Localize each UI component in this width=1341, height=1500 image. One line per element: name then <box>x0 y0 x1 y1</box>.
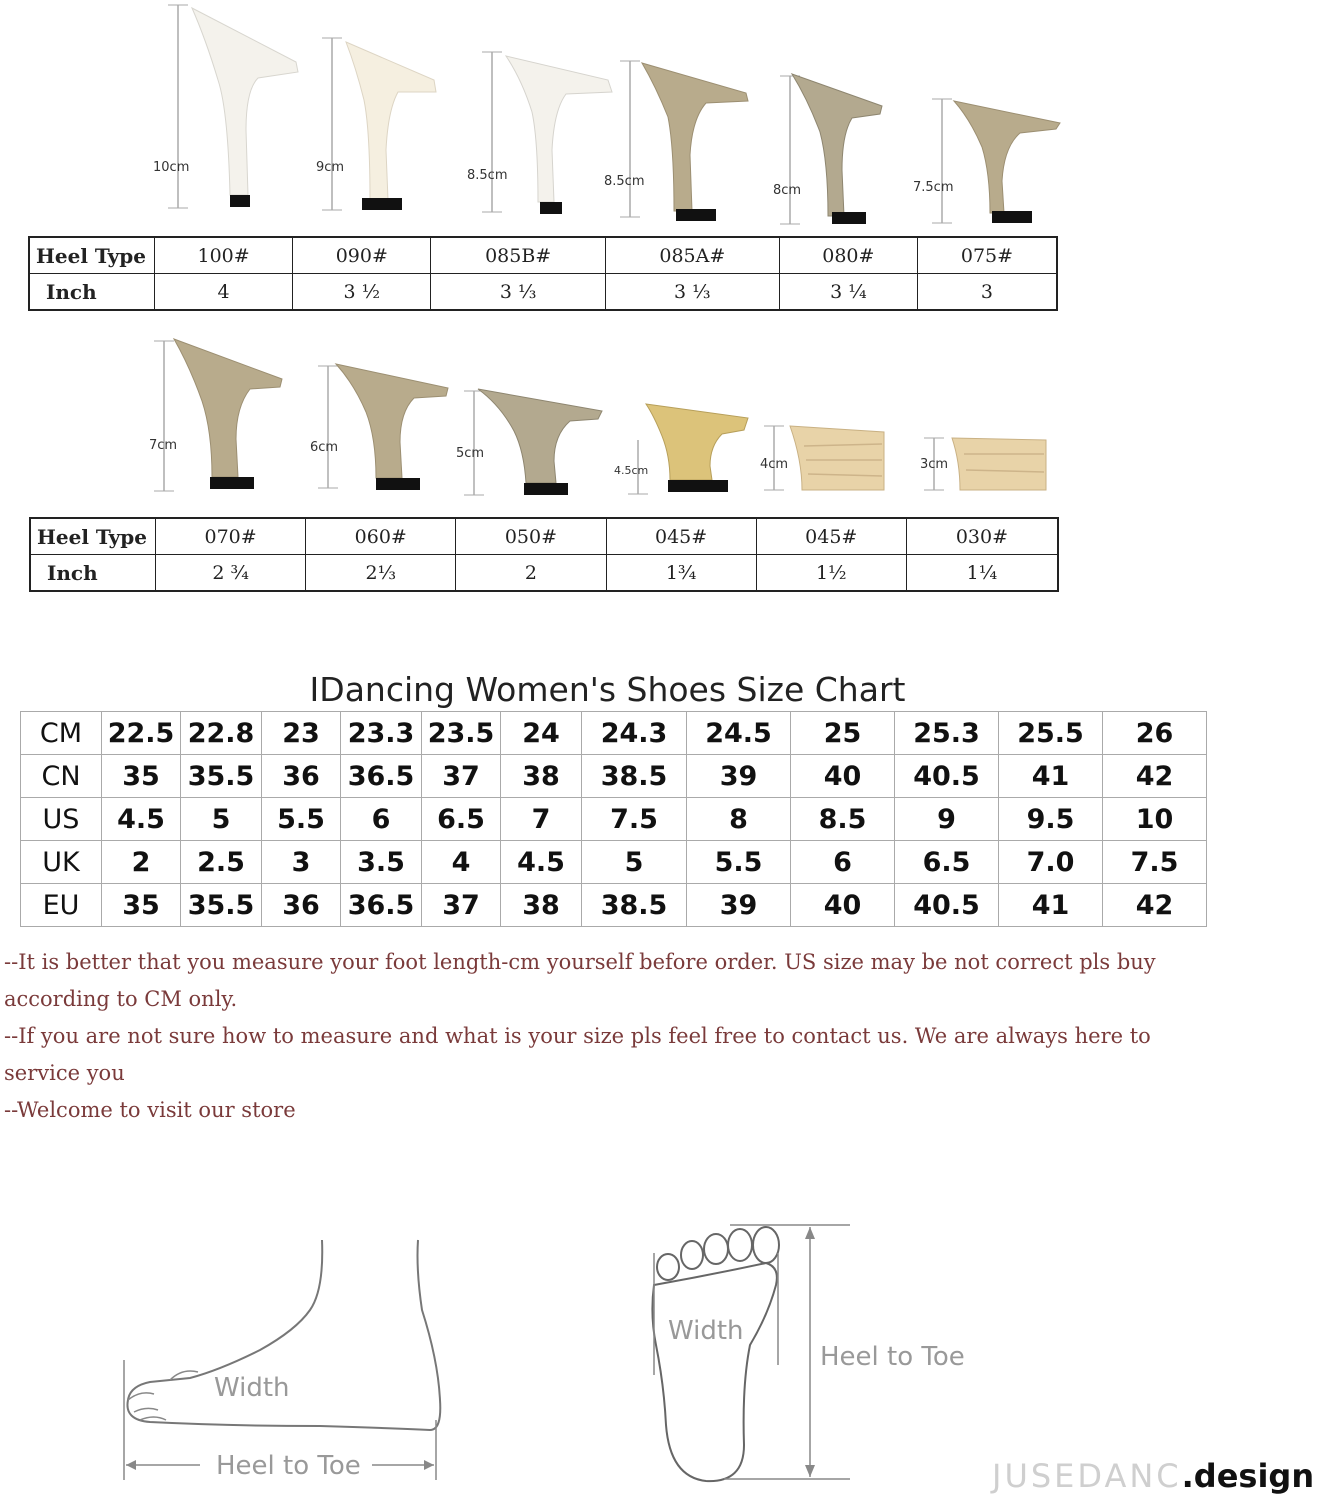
size-row-label: CM <box>21 712 102 755</box>
heel-image-060 <box>310 360 455 495</box>
size-cell: 7.0 <box>999 841 1103 884</box>
size-row-label: EU <box>21 884 102 927</box>
size-cell: 4.5 <box>501 841 582 884</box>
size-cell: 24.3 <box>582 712 687 755</box>
size-cell: 4 <box>422 841 501 884</box>
heel-height-label: 4cm <box>760 457 789 472</box>
size-cell: 24 <box>501 712 582 755</box>
size-cell: 38 <box>501 755 582 798</box>
inch-cell: 2⅓ <box>306 555 456 592</box>
size-cell: 9 <box>895 798 999 841</box>
size-cell: 37 <box>422 884 501 927</box>
size-row-cm <box>21 712 1207 755</box>
size-cell: 10 <box>1103 798 1207 841</box>
size-cell: 23.5 <box>422 712 501 755</box>
heel-table-2 <box>29 517 1059 592</box>
inch-header: Inch <box>30 555 156 592</box>
size-cell: 25.3 <box>895 712 999 755</box>
heel-type-cell: 045# <box>606 518 756 555</box>
inch-cell: 3 ⅓ <box>431 274 606 311</box>
heel-height-label: 8.5cm <box>604 174 645 189</box>
size-cell: 42 <box>1103 755 1207 798</box>
heel-height-label: 9cm <box>316 160 345 175</box>
size-row-cn <box>21 755 1207 798</box>
size-cell: 23 <box>262 712 341 755</box>
heel-image-045a <box>620 400 760 500</box>
heel-image-085b <box>470 50 620 220</box>
size-cell: 35.5 <box>181 755 262 798</box>
size-cell: 7 <box>501 798 582 841</box>
size-cell: 2 <box>102 841 181 884</box>
size-cell: 9.5 <box>999 798 1103 841</box>
size-cell: 40 <box>791 884 895 927</box>
size-row-uk <box>21 841 1207 884</box>
sole-outline <box>652 1263 776 1481</box>
size-row-label: CN <box>21 755 102 798</box>
heel-type-cell: 030# <box>906 518 1058 555</box>
size-cell: 26 <box>1103 712 1207 755</box>
heel-image-050 <box>460 385 610 500</box>
brand-domain: .design <box>1181 1457 1315 1495</box>
heel-image-090 <box>310 30 450 215</box>
size-chart-table <box>20 711 1207 927</box>
note-welcome: --Welcome to visit our store <box>4 1098 296 1122</box>
size-cell: 24.5 <box>687 712 791 755</box>
size-cell: 35 <box>102 755 181 798</box>
heel-image-070 <box>150 335 290 495</box>
size-cell: 5 <box>582 841 687 884</box>
heel-type-cell: 045# <box>756 518 906 555</box>
side-heel-to-toe-label: Heel to Toe <box>216 1451 361 1481</box>
size-cell: 7.5 <box>1103 841 1207 884</box>
size-cell: 36.5 <box>341 755 422 798</box>
heel-type-cell: 070# <box>156 518 306 555</box>
inch-cell: 3 ¼ <box>779 274 917 311</box>
size-cell: 35 <box>102 884 181 927</box>
heel-height-label: 5cm <box>456 446 485 461</box>
heel-height-label: 10cm <box>153 160 190 175</box>
size-cell: 36 <box>262 755 341 798</box>
heel-type-cell: 085A# <box>605 237 779 274</box>
heel-height-label: 8cm <box>773 183 802 198</box>
inch-cell: 1½ <box>756 555 906 592</box>
size-row-us <box>21 798 1207 841</box>
size-cell: 41 <box>999 884 1103 927</box>
inch-cell: 2 ¾ <box>156 555 306 592</box>
inch-cell: 3 ½ <box>293 274 431 311</box>
heel-image-100 <box>150 0 310 215</box>
size-cell: 6 <box>341 798 422 841</box>
brand-watermark <box>992 1457 1314 1495</box>
size-cell: 5 <box>181 798 262 841</box>
side-width-label: Width <box>214 1373 290 1403</box>
inch-cell: 1¼ <box>906 555 1058 592</box>
sole-heel-to-toe-label: Heel to Toe <box>820 1342 965 1372</box>
size-cell: 25 <box>791 712 895 755</box>
size-cell: 38.5 <box>582 755 687 798</box>
size-cell: 22.8 <box>181 712 262 755</box>
size-cell: 39 <box>687 755 791 798</box>
size-cell: 8.5 <box>791 798 895 841</box>
size-cell: 7.5 <box>582 798 687 841</box>
size-cell: 6.5 <box>422 798 501 841</box>
size-cell: 6 <box>791 841 895 884</box>
heel-table-1 <box>28 236 1058 311</box>
heel-height-label: 7cm <box>149 438 178 453</box>
size-cell: 23.3 <box>341 712 422 755</box>
foot-sole-diagram <box>640 1215 980 1490</box>
size-cell: 39 <box>687 884 791 927</box>
size-cell: 40.5 <box>895 884 999 927</box>
inch-header: Inch <box>29 274 155 311</box>
heel-type-cell: 090# <box>293 237 431 274</box>
size-cell: 36.5 <box>341 884 422 927</box>
note-measure-cm: --It is better that you measure your foot length-cm yourself before order. US size may be not correct pls buy according to CM only. <box>4 950 1156 1011</box>
heel-height-label: 8.5cm <box>467 168 508 183</box>
heel-image-085a <box>610 55 760 225</box>
heel-image-075 <box>920 95 1070 230</box>
size-cell: 2.5 <box>181 841 262 884</box>
size-cell: 25.5 <box>999 712 1103 755</box>
heel-height-label: 6cm <box>310 440 339 455</box>
size-cell: 22.5 <box>102 712 181 755</box>
heel-type-cell: 075# <box>917 237 1057 274</box>
size-cell: 6.5 <box>895 841 999 884</box>
heel-height-label: 4.5cm <box>614 464 649 477</box>
size-row-label: UK <box>21 841 102 884</box>
size-cell: 37 <box>422 755 501 798</box>
brand-name: JUSEDANC <box>992 1457 1182 1495</box>
size-cell: 42 <box>1103 884 1207 927</box>
size-cell: 40.5 <box>895 755 999 798</box>
note-contact-us: --If you are not sure how to measure and what is your size pls feel free to contact us. We are always here to service you <box>4 1024 1151 1085</box>
inch-cell: 3 <box>917 274 1057 311</box>
foot-side-diagram <box>110 1230 460 1490</box>
size-cell: 4.5 <box>102 798 181 841</box>
heel-type-cell: 085B# <box>431 237 606 274</box>
size-cell: 38 <box>501 884 582 927</box>
size-cell: 38.5 <box>582 884 687 927</box>
size-cell: 41 <box>999 755 1103 798</box>
size-cell: 8 <box>687 798 791 841</box>
heel-height-label: 3cm <box>920 457 949 472</box>
sole-width-label: Width <box>668 1316 744 1346</box>
size-cell: 5.5 <box>262 798 341 841</box>
size-cell: 3 <box>262 841 341 884</box>
heel-type-cell: 050# <box>456 518 606 555</box>
size-cell: 5.5 <box>687 841 791 884</box>
heel-type-header: Heel Type <box>29 237 155 274</box>
inch-cell: 2 <box>456 555 606 592</box>
size-cell: 35.5 <box>181 884 262 927</box>
heel-type-cell: 060# <box>306 518 456 555</box>
size-cell: 3.5 <box>341 841 422 884</box>
inch-cell: 1¾ <box>606 555 756 592</box>
size-row-label: US <box>21 798 102 841</box>
heel-image-080 <box>770 70 900 230</box>
heel-height-label: 7.5cm <box>913 180 954 195</box>
size-cell: 36 <box>262 884 341 927</box>
inch-cell: 4 <box>155 274 293 311</box>
heel-type-cell: 080# <box>779 237 917 274</box>
size-chart-title: IDancing Women's Shoes Size Chart <box>309 670 906 709</box>
heel-type-cell: 100# <box>155 237 293 274</box>
inch-cell: 3 ⅓ <box>605 274 779 311</box>
size-cell: 40 <box>791 755 895 798</box>
size-row-eu <box>21 884 1207 927</box>
heel-type-header: Heel Type <box>30 518 156 555</box>
